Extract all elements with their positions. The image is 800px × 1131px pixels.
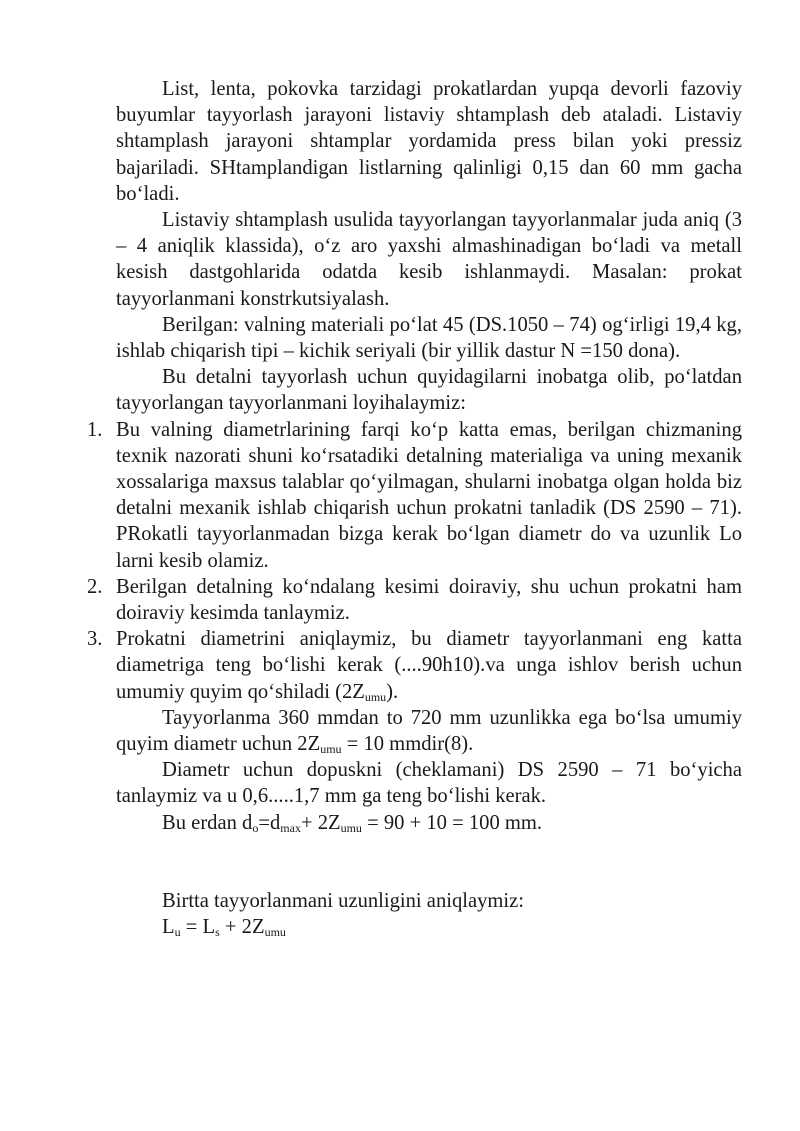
paragraph-allowance [116, 705, 742, 757]
paragraph-tolerance: Diametr uchun dopuskni (cheklamani) DS 2590 – 71 bo‘yicha tanlaymiz va u 0,6.....1,7 mm ga teng bo‘lishi kerak. [116, 759, 742, 808]
formula-text: =d [258, 811, 281, 834]
subscript: u [174, 925, 181, 940]
formula-length [116, 914, 742, 940]
allowance-text: Tayyorlanma 360 mmdan to 720 mm uzunlikka ega bo‘lsa umumiy quyim diametr uchun 2Z [116, 706, 742, 756]
list-item-text-end: ). [386, 680, 399, 703]
subscript: umu [320, 742, 342, 757]
list-item-2 [87, 574, 742, 626]
formula-text: + 2Z [300, 811, 341, 834]
spacer [116, 836, 742, 888]
formula-text: L [162, 916, 175, 939]
list-number: 2. [87, 575, 103, 598]
subscript: umu [340, 820, 362, 835]
list-item-1 [87, 417, 742, 574]
subscript: umu [264, 925, 286, 940]
subscript: umu [364, 689, 387, 704]
paragraph-length: Birtta tayyorlanmani uzunligini aniqlaymiz: [162, 889, 525, 912]
allowance-value: = 10 mmdir(8). [341, 733, 474, 756]
list-number: 3. [87, 628, 103, 651]
paragraph-accuracy: Listaviy shtamplash usulida tayyorlangan tayyorlanmalar juda aniq (3 – 4 aniqlik klassida), o‘z aro yaxshi almashinadigan bo‘ladi va metall kesish dastgohlarida odatda kesib ishlanmaydi. Masalan: prokat tayyorlanmani konstrkutsiyalash. [116, 209, 742, 310]
formula-text: Bu erdan d [162, 811, 253, 834]
list-item-3 [87, 626, 742, 705]
numbered-list [87, 417, 742, 705]
list-item-text: Berilgan detalning ko‘ndalang kesimi doiraviy, shu uchun prokatni ham doiraviy kesimda tanlaymiz. [116, 575, 742, 625]
subscript: max [280, 820, 301, 835]
subscript: o [252, 820, 259, 835]
list-item-text: Bu valning diametrlarining farqi ko‘p katta emas, berilgan chizmaning texnik nazorati shuni ko‘rsatadiki detalning materialiga va uning mexanik xossalariga maxsus talablar qo‘yilmagan, shularni inobatga olgan holda biz detalni mexanik ishlab chiqarish uchun prokatni tanladik (DS 2590 – 71). PRokatli tayyorlanmadan bizga kerak bo‘lgan diametr do va uzunlik Lo larni kesib olamiz. [116, 418, 742, 572]
formula-text: + 2Z [219, 916, 265, 939]
subscript: s [215, 925, 220, 940]
paragraph-intro: List, lenta, pokovka tarzidagi prokatlardan yupqa devorli fazoviy buyumlar tayyorlash jarayoni listaviy shtamplash deb ataladi. Listaviy shtamplash jarayoni shtamplar yordamida press bilan yoki pressiz bajariladi. SHtamplandigan listlarning qalinligi 0,15 dan 60 mm gacha bo‘ladi. [116, 78, 742, 205]
document-body [87, 76, 742, 940]
paragraph-given: Berilgan: valning materiali po‘lat 45 (DS.1050 – 74) og‘irligi 19,4 kg, ishlab chiqarish tipi – kichik seriyali (bir yillik dastur N =150 dona). [116, 313, 742, 363]
list-number: 1. [87, 418, 103, 441]
formula-text: = L [180, 916, 216, 939]
formula-diameter [116, 810, 742, 836]
list-item-text: Prokatni diametrini aniqlaymiz, bu diametr tayyorlanmani eng katta diametriga teng bo‘lishi kerak (....90h10).va unga ishlov berish uchun umumiy quyim qo‘shiladi (2Z [116, 628, 742, 703]
paragraph-design: Bu detalni tayyorlash uchun quyidagilarni inobatga olib, po‘latdan tayyorlangan tayyorlanmani loyihalaymiz: [116, 366, 742, 415]
formula-text: = 90 + 10 = 100 mm. [361, 811, 543, 834]
